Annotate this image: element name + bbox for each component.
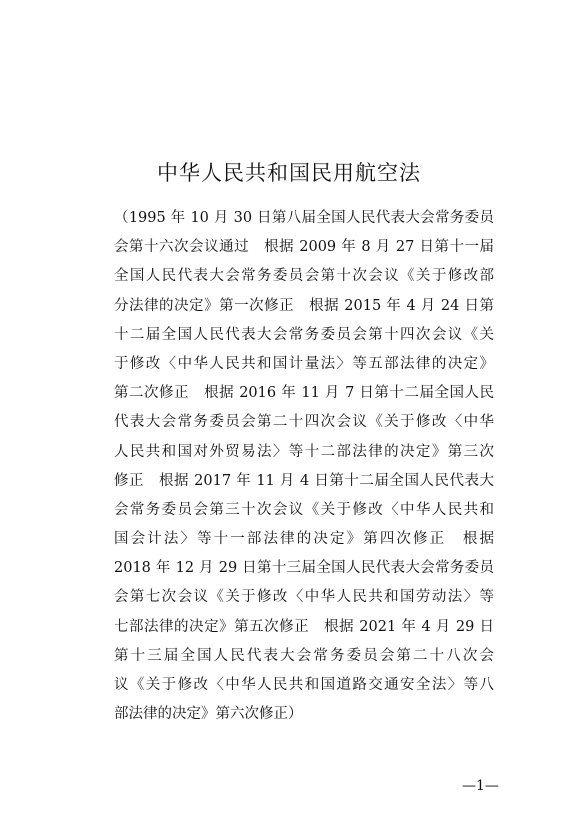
amendment-note-line: 十二届全国人民代表大会常务委员会第十四次会议《关 (114, 326, 494, 343)
amendment-note-line: 会第十六次会议通过 根据 2009 年 8 月 27 日第十一届 (114, 239, 494, 256)
amendment-note-line: 2018 年 12 月 29 日第十三届全国人民代表大会常务委员 (114, 560, 494, 577)
amendment-note-line: 国会计法〉等十一部法律的决定》第四次修正 根据 (114, 531, 494, 548)
amendment-note-line: 修正 根据 2017 年 11 月 4 日第十二届全国人民代表大 (114, 472, 494, 489)
amendment-note-line: 代表大会常务委员会第二十四次会议《关于修改〈中华 (114, 414, 494, 431)
amendment-note-line: 会常务委员会第三十次会议《关于修改〈中华人民共和 (114, 501, 494, 518)
amendment-note-line: 第十三届全国人民代表大会常务委员会第二十八次会 (114, 647, 494, 664)
amendment-note-line: 七部法律的决定》第五次修正 根据 2021 年 4 月 29 日 (114, 618, 494, 635)
amendment-note-line: 人民共和国对外贸易法〉等十二部法律的决定》第三次 (114, 443, 494, 460)
amendment-note-line: （1995 年 10 月 30 日第八届全国人民代表大会常务委员 (114, 210, 494, 226)
amendment-note-line: 分法律的决定》第一次修正 根据 2015 年 4 月 24 日第 (114, 297, 494, 314)
amendment-note-line: 全国人民代表大会常务委员会第十次会议《关于修改部 (114, 268, 494, 285)
amendment-note-line: 会第七次会议《关于修改〈中华人民共和国劳动法〉等 (114, 589, 494, 606)
page-number: —1— (462, 778, 499, 794)
amendment-note-line: 于修改〈中华人民共和国计量法〉等五部法律的决定》 (114, 355, 494, 372)
amendment-note-line: 议《关于修改〈中华人民共和国道路交通安全法〉等八 (114, 677, 494, 693)
amendment-note (114, 204, 494, 729)
document-title: 中华人民共和国民用航空法 (157, 161, 421, 185)
amendment-note-line: 第二次修正 根据 2016 年 11 月 7 日第十二届全国人民 (114, 385, 494, 402)
amendment-note-line: 部法律的决定》第六次修正） (114, 706, 303, 723)
